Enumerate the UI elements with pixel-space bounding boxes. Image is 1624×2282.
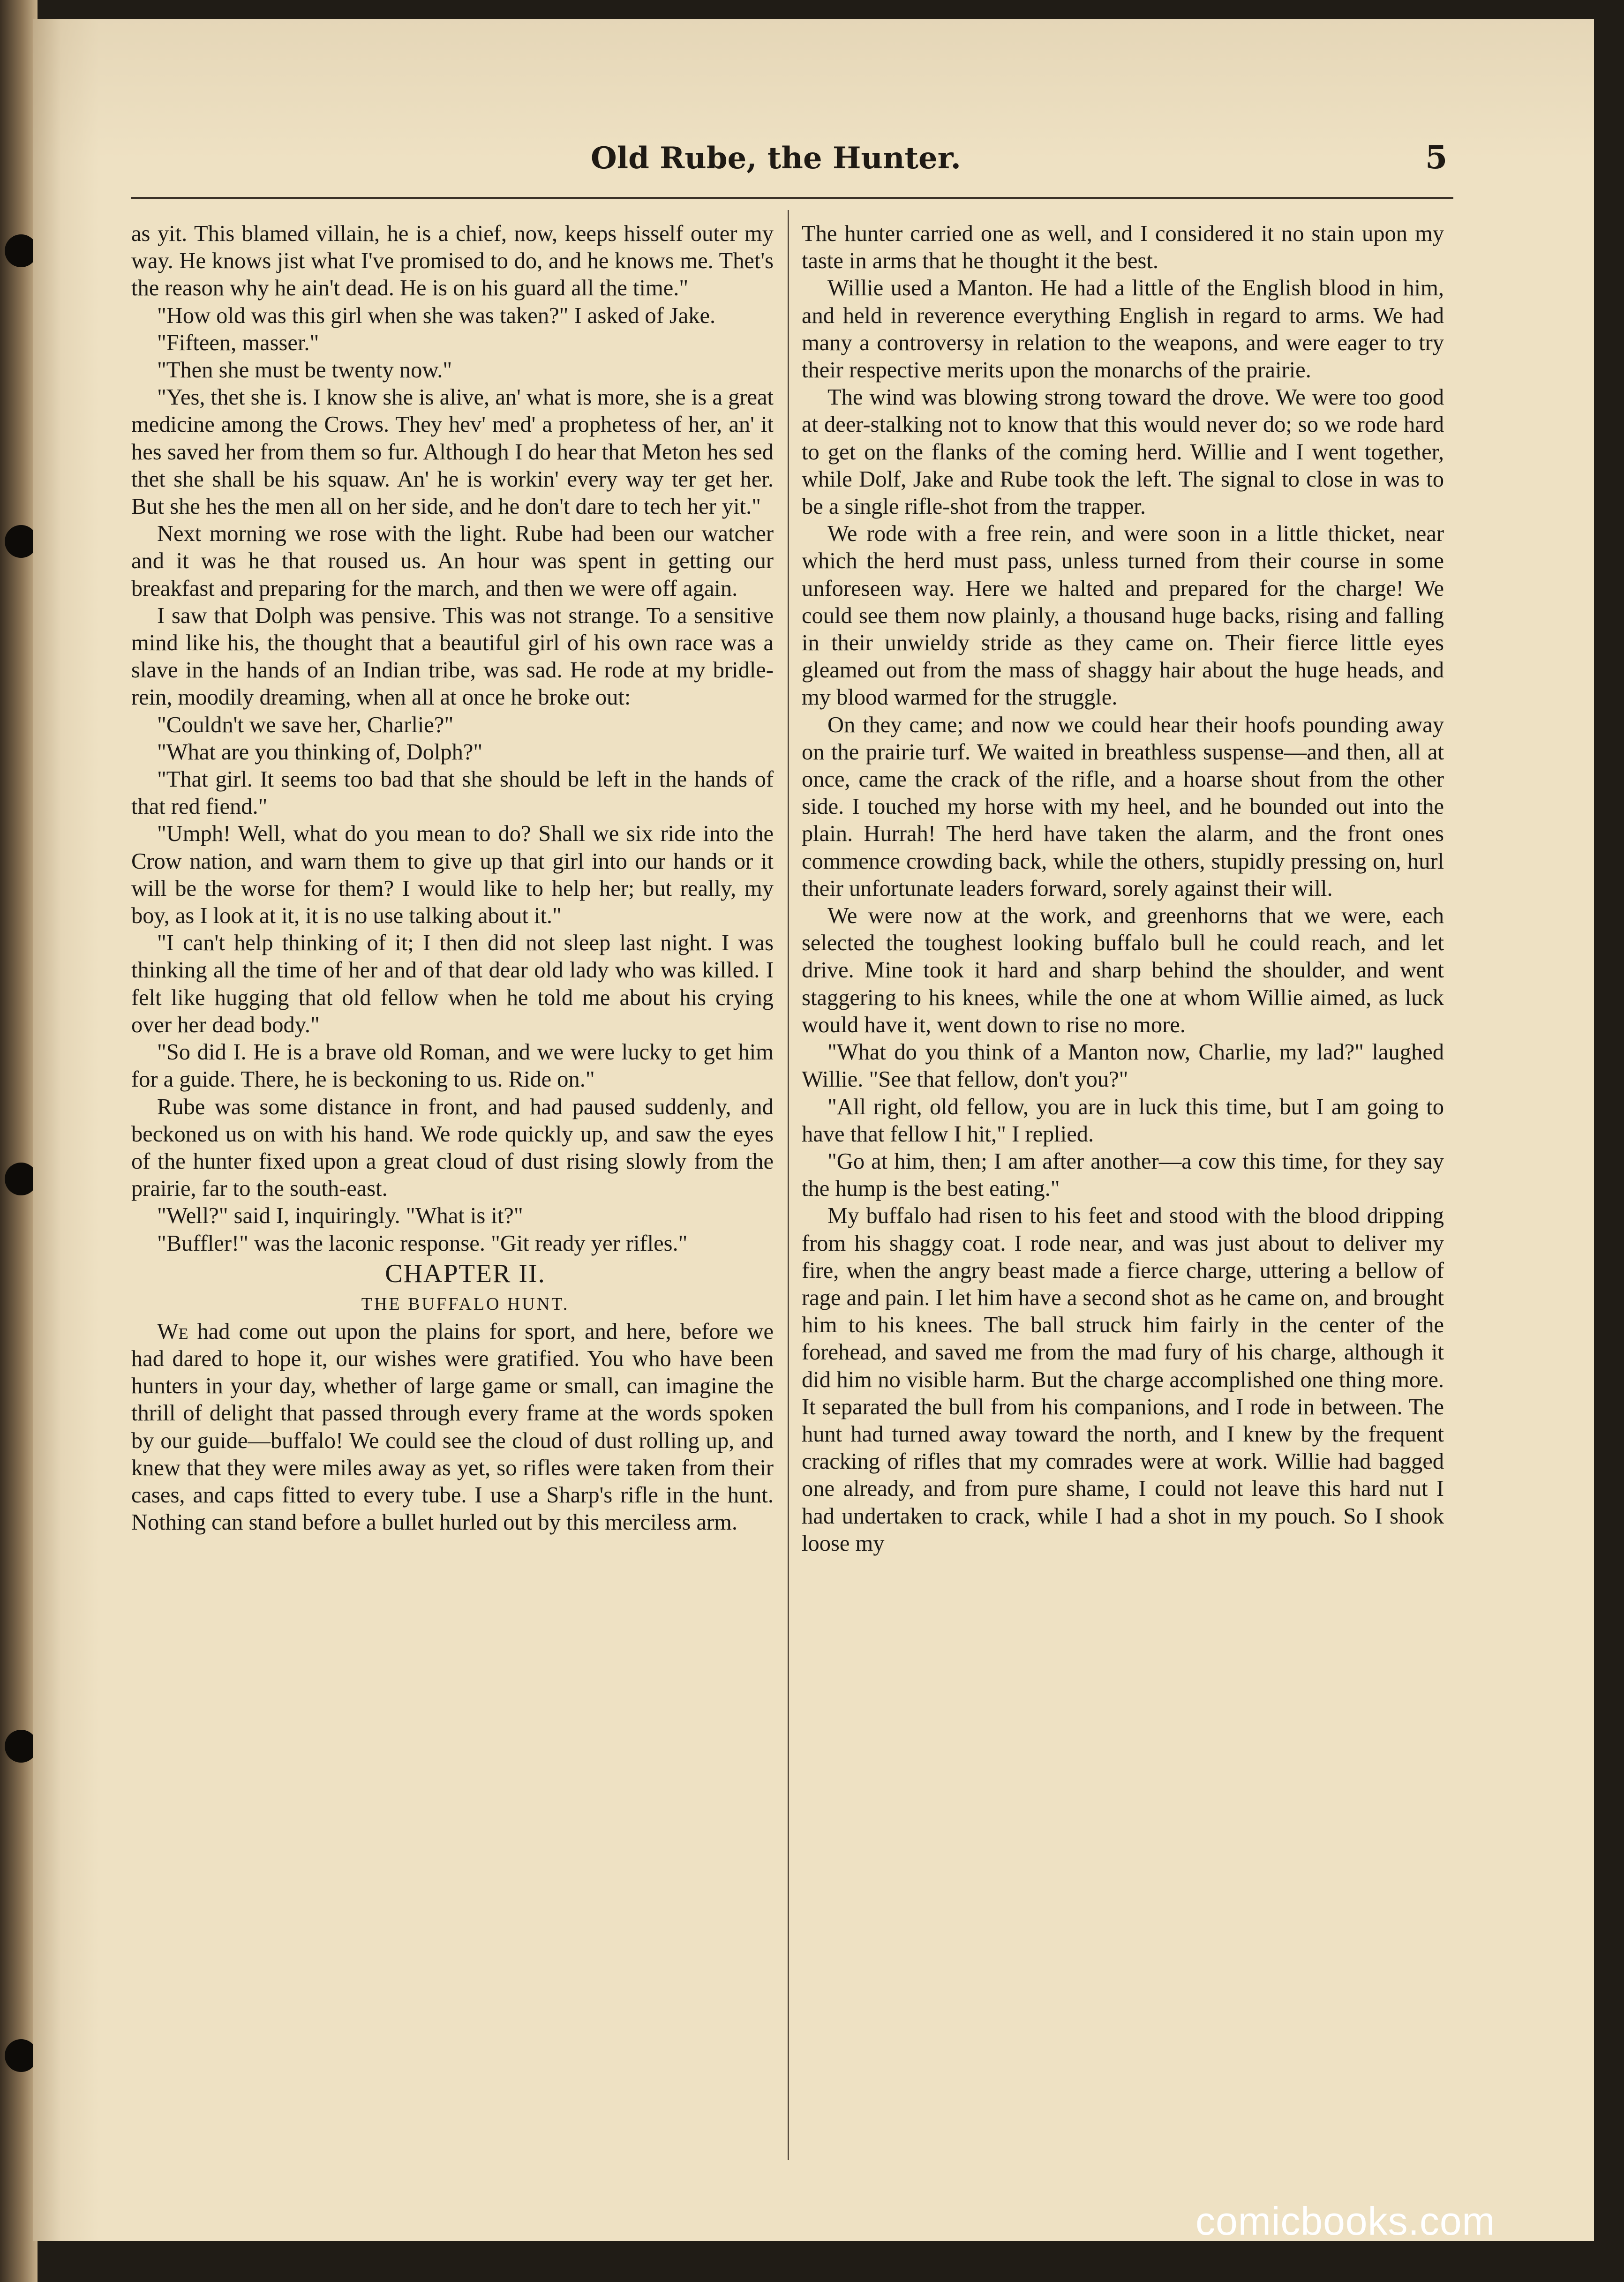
paragraph: My buffalo had risen to his feet and stood with the blood dripping from his shaggy coat. I rode near, and was just about to deliver my fire, when the angry beast made a fierce charge, uttering a bellow of rage and pain. I let him have a second shot as he came on, and brought him to his knees. The ball struck him fairly in the center of the forehead, and saved me from the mad fury of his charge, although it did him no visible harm. But the charge accomplished one thing more. It separated the bull from his companions, and I rode in between. The hunt had turned away toward the north, and I knew by the frequent cracking of rifles that my comrades were at work. Willie had bagged one already, and from pure shame, I could not leave this hard nut I had undertaken to crack, while I had a shot in my pouch. So I shook loose my — [802, 1203, 1444, 1556]
paragraph: as yit. This blamed villain, he is a chief, now, keeps hisself outer my way. He knows jist what I've promised to do, and he knows me. Thet's the reason why he ain't dead. He is on his guard all the time." — [131, 221, 774, 301]
paragraph: "What are you thinking of, Dolph?" — [157, 739, 483, 765]
paragraph: "Fifteen, masser." — [157, 330, 319, 355]
paragraph: "Buffler!" was the laconic response. "Git ready yer rifles." — [157, 1231, 688, 1256]
paragraph: The wind was blowing strong toward the drove. We were too good at deer-stalking not to know that this would never do; so we rode hard to get on the flanks of the coming herd. Willie and I went together, while Dolf, Jake and Rube took the left. The signal to close in was to be a single rifle-shot from the trapper. — [802, 385, 1444, 519]
paragraph: We rode with a free rein, and were soon in a little thicket, near which the herd must pass, unless turned from their course in some unforeseen way. Here we halted and prepared for the charge! We could see them now plainly, a thousand huge backs, rising and falling in their unwieldy stride as they came on. Their fierce little eyes gleamed out from the mass of shaggy hair about the huge heads, and my blood warmed for the struggle. — [802, 521, 1444, 710]
book-spine — [0, 0, 38, 2282]
chapter-opening-text: had come out upon the plains for sport, and here, before we had dared to hope it, our wishes were gratified. You who have been hunters in your day, whether of large game or small, can imagine the thrill of delight that passed through every frame at the words spoken by our guide—buffalo! We could see the cloud of dust rolling up, and knew that they were miles away as yet, so rifles were taken from their cases, and caps fitted to every tube. I use a Sharp's rifle in the hunt. Nothing can stand before a bullet hurled out by this merciless arm. — [131, 1319, 774, 1535]
chapter-subtitle: THE BUFFALO HUNT. — [361, 1294, 570, 1314]
paragraph: "Go at him, then; I am after another—a cow this time, for they say the hump is the best eating." — [802, 1149, 1444, 1201]
chapter-opening-paragraph — [131, 1318, 774, 1537]
paragraph: Rube was some distance in front, and had paused suddenly, and beckoned us on with his hand. We rode quickly up, and saw the eyes of the hunter fixed upon a great cloud of dust rising slowly from the prairie, far to the south-east. — [131, 1094, 774, 1201]
paragraph: "Couldn't we save her, Charlie?" — [157, 712, 454, 737]
paragraph: "That girl. It seems too bad that she should be left in the hands of that red fiend." — [131, 767, 774, 819]
paragraph: "How old was this girl when she was taken?" I asked of Jake. — [157, 303, 716, 328]
paragraph: "What do you think of a Manton now, Charlie, my lad?" laughed Willie. "See that fellow, don't you?" — [802, 1040, 1444, 1092]
paragraph: "All right, old fellow, you are in luck this time, but I am going to have that fellow I hit," I replied. — [802, 1094, 1444, 1147]
paragraph: "Yes, thet she is. I know she is alive, an' what is more, she is a great medicine among the Crows. They hev' med' a prophetess of her, an' it hes saved her from them so fur. Although I do hear that Meton hes sed thet she shall be his squaw. An' he is workin' every way ter get her. But she hes the men all on her side, and he don't dare to tech her yit." — [131, 385, 774, 519]
paragraph: Willie used a Manton. He had a little of the English blood in him, and held in reverence everything English in regard to arms. We had many a controversy in relation to the weapons, and were eager to try their respective merits upon the monarchs of the prairie. — [802, 276, 1444, 383]
left-column — [131, 220, 774, 1536]
paragraph: "I can't help thinking of it; I then did not sleep last night. I was thinking all the time of her and of that dear old lady who was killed. I felt like hugging that old fellow when he told me about his crying over her dead body." — [131, 931, 774, 1037]
paragraph: The hunter carried one as well, and I considered it no stain upon my taste in arms that he thought it the best. — [802, 221, 1444, 274]
paragraph: Next morning we rose with the light. Rube had been our watcher and it was he that roused us. An hour was spent in getting our breakfast and preparing for the march, and then we were off again. — [131, 521, 774, 601]
paragraph: On they came; and now we could hear their hoofs pounding away on the prairie turf. We waited in breathless suspense—and then, all at once, came the crack of the rifle, and a hoarse shout from the other side. I touched my horse with my heel, and he bounded out into the plain. Hurrah! The herd have taken the alarm, and the front ones commence crowding back, while the others, stupidly pressing on, hurl their unfortunate leaders forward, sorely against their will. — [802, 712, 1444, 901]
running-title: Old Rube, the Hunter. — [591, 141, 961, 176]
watermark: comicbooks.com — [1195, 2199, 1496, 2243]
chapter-first-word: We — [157, 1319, 188, 1344]
paragraph: "Umph! Well, what do you mean to do? Shall we six ride into the Crow nation, and warn them to give up that girl into our hands or it will be the worse for them? I would like to help her; but really, my boy, as I look at it, it is no use talking about it." — [131, 821, 774, 929]
column-divider — [788, 210, 789, 2160]
header-rule — [131, 197, 1453, 199]
paragraph: "So did I. He is a brave old Roman, and we were lucky to get him for a guide. There, he is beckoning to us. Ride on." — [131, 1040, 774, 1092]
paragraph: I saw that Dolph was pensive. This was not strange. To a sensitive mind like his, the thought that a beautiful girl of his own race was a slave in the hands of an Indian tribe, was sad. He rode at my bridle-rein, moodily dreaming, when all at once he broke out: — [131, 603, 774, 710]
paragraph: We were now at the work, and greenhorns that we were, each selected the toughest looking buffalo bull he could reach, and let drive. Mine took it hard and sharp behind the shoulder, and went staggering to his knees, while the one at whom Willie aimed, as luck would have it, went down to rise no more. — [802, 903, 1444, 1037]
right-column — [802, 220, 1444, 1557]
paragraph: "Well?" said I, inquiringly. "What is it?" — [157, 1203, 523, 1229]
page-number: 5 — [1425, 139, 1448, 176]
paragraph: "Then she must be twenty now." — [157, 358, 452, 383]
chapter-heading: CHAPTER II. — [385, 1259, 546, 1288]
